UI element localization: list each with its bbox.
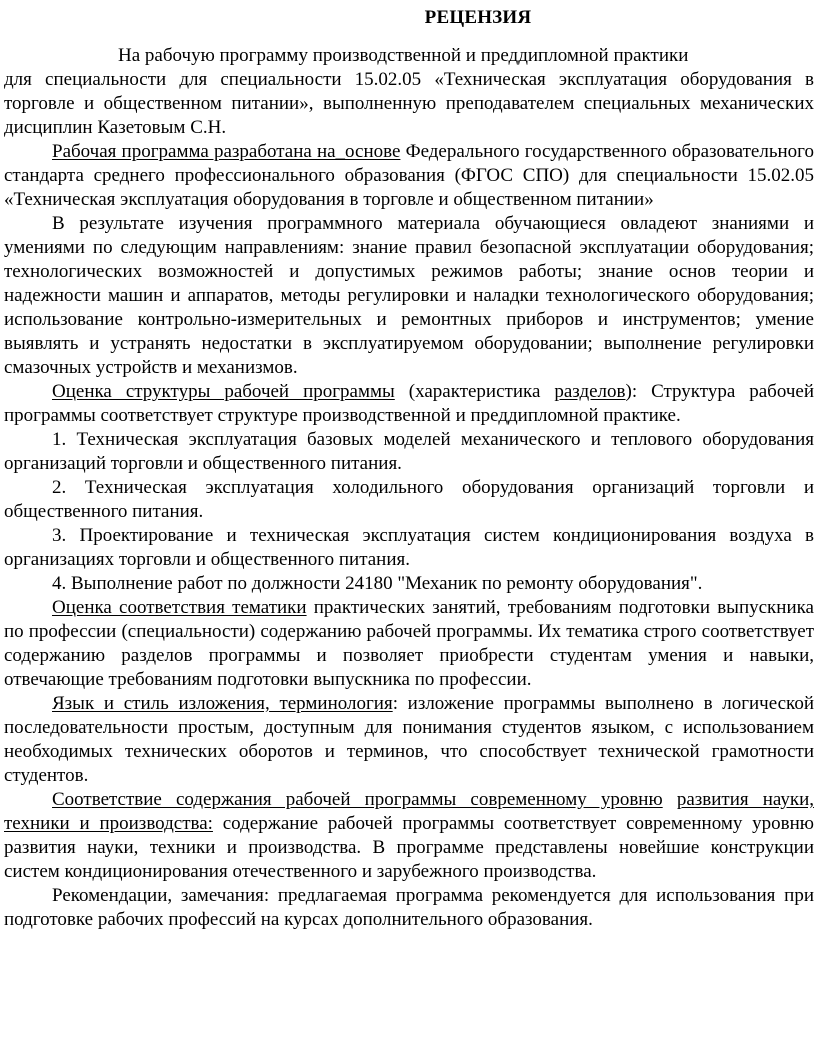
section-item-2: 2. Техническая эксплуатация холодильного оборудования организаций торговли и общественного питания. bbox=[4, 477, 814, 522]
structure-paren: (характеристика bbox=[394, 381, 555, 402]
recommendations-paragraph: Рекомендации, замечания: предлагаемая программа рекомендуется для использования при подготовке рабочих профессий на курсах дополнительного образования. bbox=[4, 885, 814, 930]
modern-underlined-2: развития науки, техники и производства: bbox=[4, 789, 815, 834]
document-body bbox=[4, 44, 814, 932]
structure-text: ): Структура рабочей программы соответствует структуре производственной и преддипломной практике. bbox=[4, 381, 815, 426]
section-item-4: 4. Выполнение работ по должности 24180 "Механик по ремонту оборудования". bbox=[52, 573, 703, 594]
basis-underlined: Рабочая программа разработана на_основе bbox=[52, 141, 401, 162]
language-underlined: Язык и стиль изложения, терминология bbox=[52, 693, 393, 714]
thematic-underlined: Оценка соответствия тематики bbox=[52, 597, 307, 618]
section-item-1: 1. Техническая эксплуатация базовых моделей механического и теплового оборудования организаций торговли и общественного питания. bbox=[4, 429, 814, 474]
modern-text: содержание рабочей программы соответствует современному уровню развития науки, техники и производства. В программе представлены новейшие конструкции систем кондиционирования отечественного и зарубежного производства. bbox=[4, 813, 814, 882]
thematic-paragraph bbox=[4, 596, 814, 692]
basis-text: Федерального государственного образовательного стандарта среднего профессионального образования (ФГОС СПО) для специальности 15.02.05 «Техническая эксплуатация оборудования в торговле и общественном питании» bbox=[4, 141, 814, 210]
intro-line1: На рабочую программу производственной и преддипломной практики bbox=[118, 45, 689, 66]
modern-underlined: Соответствие содержания рабочей программы современному уровню bbox=[52, 789, 663, 810]
document-title: РЕЦЕНЗИЯ bbox=[424, 7, 532, 28]
modern-paragraph bbox=[4, 788, 814, 884]
results-paragraph: В результате изучения программного материала обучающиеся овладеют знаниями и умениями по следующим направлениям: знание правил безопасной эксплуатации оборудования; технологических возможностей и допустимых режимов работы; знание основ теории и надежности машин и аппаратов, методы регулировки и наладки технологического оборудования; использование контрольно-измерительных и ремонтных приборов и инструментов; умение выявлять и устранять недостатки в эксплуатируемом оборудовании; выполнение регулировки смазочных устройств и механизмов. bbox=[4, 213, 814, 378]
basis-paragraph bbox=[4, 140, 814, 212]
language-text: : изложение программы выполнено в логической последовательности простым, доступным для понимания студентов языком, с использованием необходимых технических оборотов и терминов, что способствует технической грамотности студентов. bbox=[4, 693, 814, 786]
language-paragraph bbox=[4, 692, 814, 788]
thematic-text: практических занятий, требованиям подготовки выпускника по профессии (специальности) содержанию рабочей программы. Их тематика строго соответствует содержанию разделов программы и позволяет приобрести студентам умения и навыки, отвечающие требованиям подготовки выпускника по профессии. bbox=[4, 597, 814, 690]
structure-paragraph bbox=[4, 380, 814, 428]
intro-rest: для специальности для специальности 15.02.05 «Техническая эксплуатация оборудования в торговле и общественном питании», выполненную преподавателем специальных механических дисциплин Казетовым С.Н. bbox=[4, 69, 814, 138]
modern-space bbox=[663, 789, 677, 810]
structure-underlined: Оценка структуры рабочей программы bbox=[52, 381, 395, 402]
intro-paragraph bbox=[4, 44, 814, 140]
section-item-3: 3. Проектирование и техническая эксплуатация систем кондиционирования воздуха в организациях торговли и общественного питания. bbox=[4, 525, 814, 570]
structure-underlined-sections: разделов bbox=[554, 381, 626, 402]
